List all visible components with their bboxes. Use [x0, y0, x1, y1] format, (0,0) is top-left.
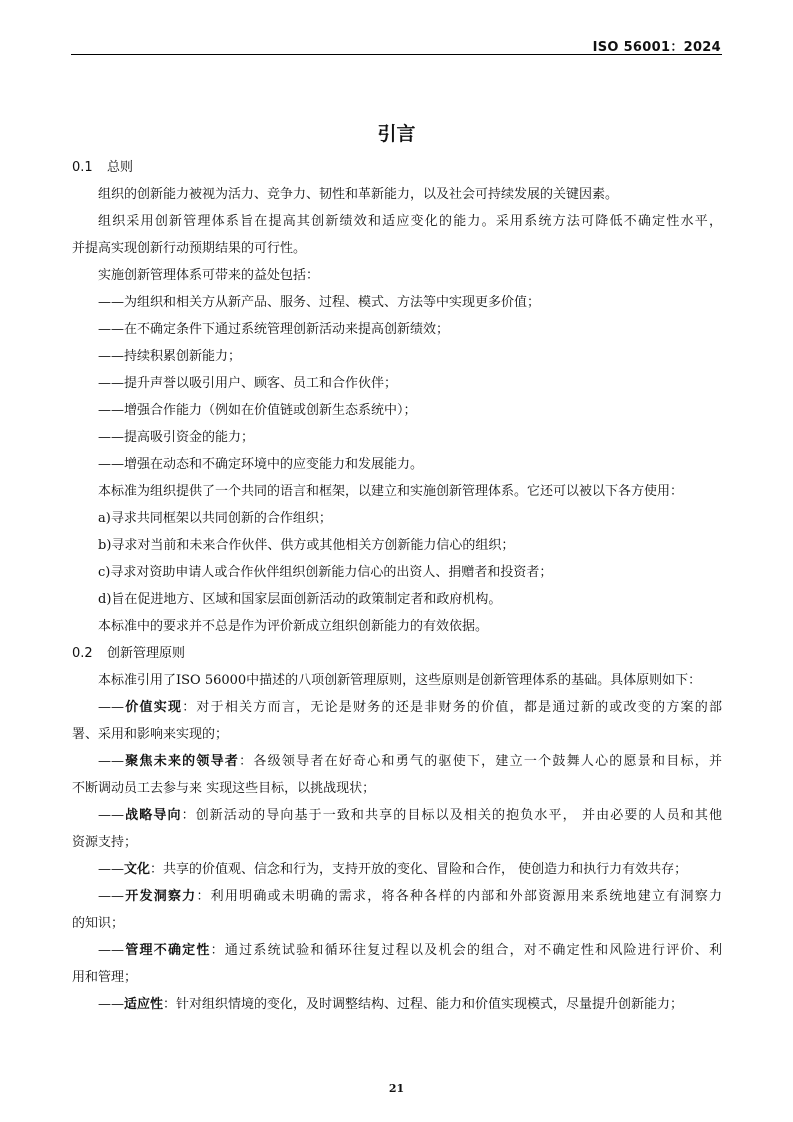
- principle-term: 管理不确定性: [124, 943, 211, 958]
- principle-value-realization: [72, 694, 722, 721]
- section-number: 0.1: [72, 160, 93, 175]
- principle-strategic-direction: [72, 802, 722, 829]
- list-item-b: b)寻求对当前和未来合作伙伴、供方或其他相关方创新能力信心的组织；: [98, 538, 515, 553]
- section-title: 总则: [107, 160, 134, 175]
- paragraph: 本标准为组织提供了一个共同的语言和框架，以建立和实施创新管理体系。它还可以被以下各方使用：: [98, 484, 684, 499]
- principle-text: ：各级领导者在好奇心和勇气的驱使下，建立一个鼓舞人心的愿景和目标，并: [239, 754, 722, 769]
- dash: ——: [98, 943, 124, 958]
- standard-number: ISO 56001：2024: [592, 40, 721, 55]
- principle-term: 文化: [124, 862, 151, 877]
- principle-continued: 资源支持；: [72, 835, 138, 850]
- list-item-d: d)旨在促进地方、区域和国家层面创新活动的政策制定者和政府机构。: [98, 592, 502, 607]
- paragraph: 组织采用创新管理体系旨在提高其创新绩效和适应变化的能力。采用系统方法可降低不确定性水平，: [98, 214, 722, 229]
- principle-term: 战略导向: [124, 808, 182, 823]
- paragraph: 组织的创新能力被视为活力、竞争力、韧性和革新能力，以及社会可持续发展的关键因素。: [98, 187, 619, 202]
- paragraph: 本标准中的要求并不总是作为评价新成立组织创新能力的有效依据。: [98, 619, 489, 634]
- principle-adaptability: [72, 991, 722, 1018]
- header-divider: [71, 54, 722, 55]
- principle-term: 聚焦未来的领导者: [124, 754, 240, 769]
- bullet-item: ——增强在动态和不确定环境中的应变能力和发展能力。: [98, 457, 424, 472]
- section-number: 0.2: [72, 646, 93, 661]
- principle-culture: [72, 856, 722, 883]
- principle-term: 开发洞察力: [124, 889, 197, 904]
- bullet-item: ——为组织和相关方从新产品、服务、过程、模式、方法等中实现更多价值；: [98, 295, 541, 310]
- bullet-item: ——提高吸引资金的能力；: [98, 430, 255, 445]
- principle-continued: 署、采用和影响来实现的；: [72, 727, 229, 742]
- principle-text: ：利用明确或未明确的需求，将各种各样的内部和外部资源用来系统地建立有洞察力: [196, 889, 722, 904]
- principle-term: 适应性: [124, 997, 164, 1012]
- page-number: 21: [388, 1082, 405, 1095]
- dash: ——: [98, 754, 124, 769]
- dash: ——: [98, 889, 124, 904]
- principle-continued: 不断调动员工去参与来 实现这些目标，以挑战现状；: [72, 781, 376, 796]
- principle-continued: 用和管理；: [72, 970, 138, 985]
- bullet-item: ——增强合作能力（例如在价值链或创新生态系统中）；: [98, 403, 417, 418]
- principle-text: ：通过系统试验和循环往复过程以及机会的组合，对不确定性和风险进行评价、利: [210, 943, 722, 958]
- bullet-item: ——提升声誉以吸引用户、顾客、员工和合作伙伴；: [98, 376, 398, 391]
- section-title: 创新管理原则: [107, 646, 186, 661]
- principle-text: ：共享的价值观、信念和行为，支持开放的变化、冒险和合作， 使创造力和执行力有效共存；: [150, 862, 688, 877]
- principle-future-focused-leaders: [72, 748, 722, 775]
- dash: ——: [98, 862, 124, 877]
- paragraph: 实施创新管理体系可带来的益处包括：: [98, 268, 320, 283]
- principle-text: ：对于相关方而言，无论是财务的还是非财务的价值，都是通过新的或改变的方案的部: [182, 700, 722, 715]
- paragraph: 本标准引用了ISO 56000中描述的八项创新管理原则，这些原则是创新管理体系的基础。具体原则如下：: [98, 673, 702, 688]
- principle-exploiting-insights: [72, 883, 722, 910]
- list-item-c: c)寻求对资助申请人或合作伙伴组织创新能力信心的出资人、捐赠者和投资者；: [98, 565, 553, 580]
- section-heading-0-1: [72, 154, 722, 181]
- principle-continued: 的知识；: [72, 916, 125, 931]
- document-body: [72, 154, 722, 1018]
- principle-text: ：创新活动的导向基于一致和共享的目标以及相关的抱负水平， 并由必要的人员和其他: [181, 808, 722, 823]
- bullet-item: ——持续积累创新能力；: [98, 349, 242, 364]
- principle-term: 价值实现: [124, 700, 183, 715]
- principle-text: ：针对组织情境的变化，及时调整结构、过程、能力和价值实现模式，尽量提升创新能力；: [163, 997, 684, 1012]
- list-item-a: a)寻求共同框架以共同创新的合作组织；: [98, 511, 332, 526]
- dash: ——: [98, 808, 124, 823]
- dash: ——: [98, 700, 124, 715]
- bullet-item: ——在不确定条件下通过系统管理创新活动来提高创新绩效；: [98, 322, 450, 337]
- section-heading-0-2: [72, 640, 722, 667]
- page-title: 引言: [377, 123, 416, 145]
- dash: ——: [98, 997, 124, 1012]
- paragraph-continued: 并提高实现创新行动预期结果的可行性。: [72, 241, 307, 256]
- principle-managing-uncertainty: [72, 937, 722, 964]
